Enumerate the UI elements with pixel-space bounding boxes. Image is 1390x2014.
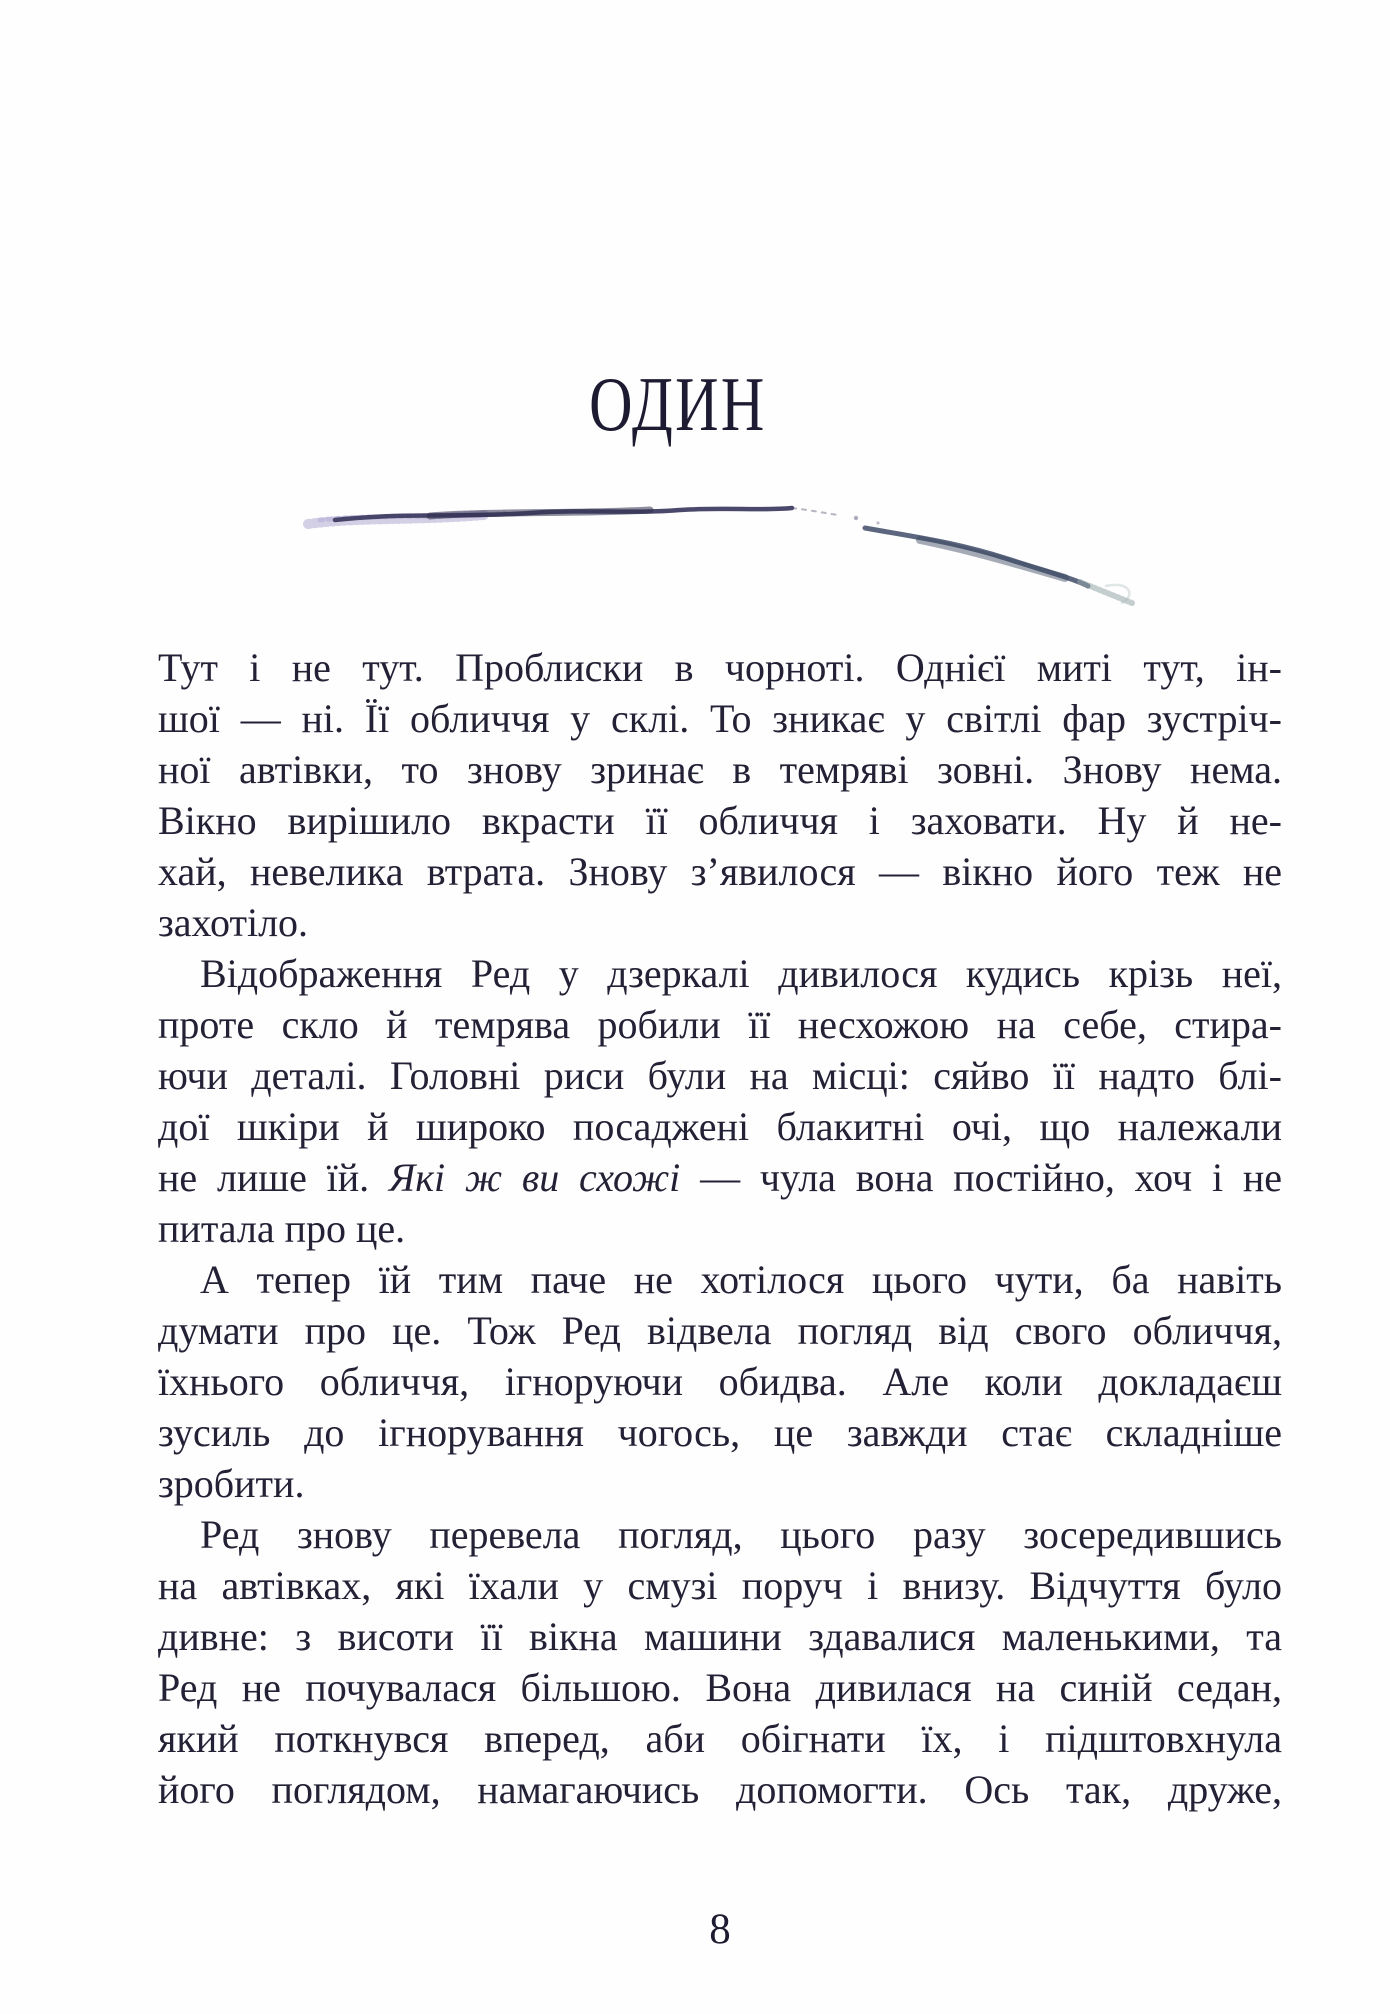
text-line bbox=[158, 1305, 1282, 1356]
text-segment: захотіло. bbox=[158, 900, 309, 945]
text-line bbox=[158, 1356, 1282, 1407]
text-line bbox=[158, 1509, 1282, 1560]
text-segment: який поткнувся вперед, аби обігнати їх, і підштовхнула bbox=[158, 1716, 1282, 1761]
text-segment: їхнього обличчя, ігноруючи обидва. Але коли докладаєш bbox=[158, 1359, 1282, 1404]
text-line bbox=[158, 795, 1282, 846]
text-segment: дивне: з висоти її вікна машини здавалися маленькими, та bbox=[158, 1614, 1282, 1659]
text-segment: дої шкіри й широко посаджені блакитні очі, що належали bbox=[158, 1104, 1282, 1149]
text-segment: А тепер їй тим паче не хотілося цього чути, ба навіть bbox=[200, 1257, 1282, 1302]
text-line bbox=[158, 1764, 1282, 1815]
chapter-title: ОДИН bbox=[589, 361, 767, 447]
text-line bbox=[158, 642, 1282, 693]
body-text bbox=[158, 642, 1282, 1815]
text-line bbox=[158, 948, 1282, 999]
text-segment: шої — ні. Її обличчя у склі. То зникає у світлі фар зустріч- bbox=[158, 696, 1282, 741]
text-line bbox=[158, 1407, 1282, 1458]
watercolor-divider-illustration bbox=[280, 490, 1140, 620]
text-segment: не лише їй. bbox=[158, 1155, 389, 1200]
text-segment: Ред не почувалася більшою. Вона дивилася на синій седан, bbox=[158, 1665, 1282, 1710]
text-segment: хай, невелика втрата. Знову з’явилося — вікно його теж не bbox=[158, 849, 1282, 894]
text-segment: проте скло й темрява робили її несхожою на себе, стира- bbox=[158, 1002, 1282, 1047]
text-line bbox=[158, 1662, 1282, 1713]
text-line bbox=[158, 1611, 1282, 1662]
text-line bbox=[158, 1458, 1282, 1509]
text-line bbox=[158, 744, 1282, 795]
text-line bbox=[158, 1203, 1282, 1254]
text-line bbox=[158, 1713, 1282, 1764]
text-segment: Ред знову перевела погляд, цього разу зосередившись bbox=[200, 1512, 1282, 1557]
text-segment: думати про це. Тож Ред відвела погляд від свого обличчя, bbox=[158, 1308, 1282, 1353]
text-line bbox=[158, 1050, 1282, 1101]
text-segment: на автівках, які їхали у смузі поруч і внизу. Відчуття було bbox=[158, 1563, 1282, 1608]
text-segment: зробити. bbox=[158, 1461, 305, 1506]
watercolor-stroke-svg bbox=[280, 490, 1140, 620]
text-line bbox=[158, 1254, 1282, 1305]
text-segment: Відображення Ред у дзеркалі дивилося кудись крізь неї, bbox=[200, 951, 1282, 996]
italic-phrase: Які ж ви схожі bbox=[388, 1155, 681, 1200]
text-line bbox=[158, 693, 1282, 744]
text-segment: — чула вона постійно, хоч і не bbox=[680, 1155, 1282, 1200]
text-segment: ної автівки, то знову зринає в темряві зовні. Знову нема. bbox=[158, 747, 1282, 792]
text-line bbox=[158, 999, 1282, 1050]
text-segment: ючи деталі. Головні риси були на місці: сяйво її надто блі- bbox=[158, 1053, 1282, 1098]
text-segment: його поглядом, намагаючись допомогти. Ось так, друже, bbox=[158, 1767, 1282, 1812]
text-line bbox=[158, 1152, 1282, 1203]
text-segment: питала про це. bbox=[158, 1206, 406, 1251]
text-line bbox=[158, 897, 1282, 948]
text-segment: зусиль до ігнорування чогось, це завжди стає складніше bbox=[158, 1410, 1282, 1455]
text-line bbox=[158, 1101, 1282, 1152]
text-segment: Вікно вирішило вкрасти її обличчя і заховати. Ну й не- bbox=[158, 798, 1282, 843]
page-number: 8 bbox=[709, 1906, 731, 1953]
text-line bbox=[158, 1560, 1282, 1611]
text-segment: Тут і не тут. Проблиски в чорноті. Однієї миті тут, ін- bbox=[158, 645, 1282, 690]
text-line bbox=[158, 846, 1282, 897]
